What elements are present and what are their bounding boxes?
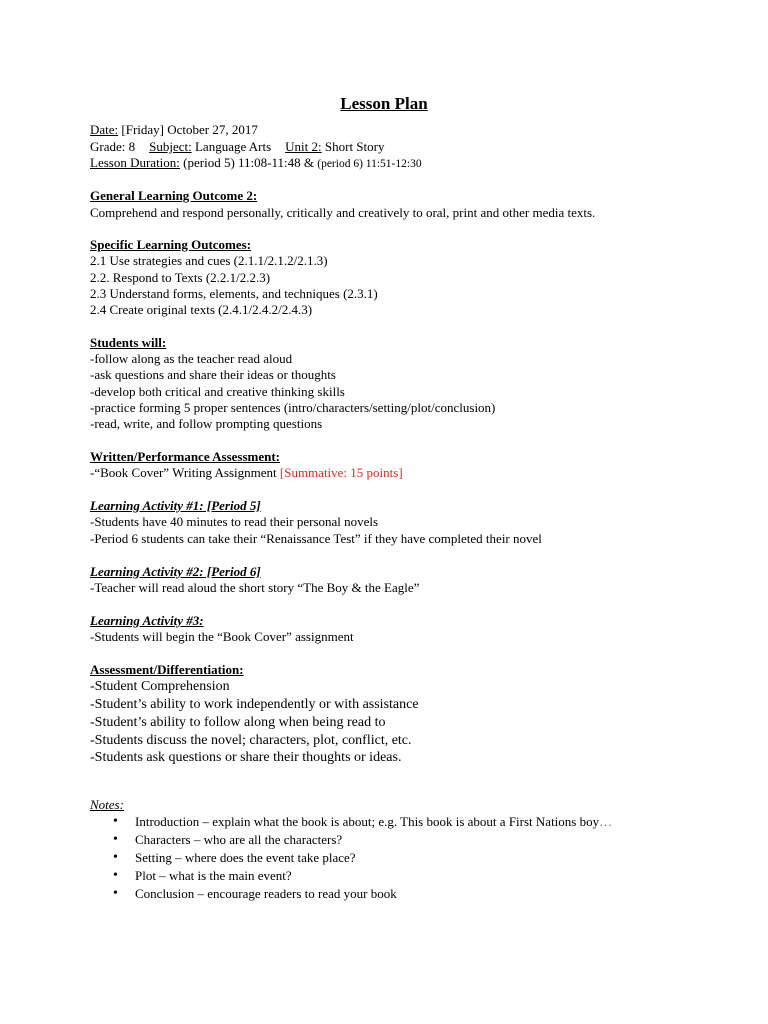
slo-item: 2.1 Use strategies and cues (2.1.1/2.1.2/2.1.3) (90, 253, 328, 268)
assessment-text: -“Book Cover” Writing Assignment (90, 465, 280, 480)
bullet-icon: • (113, 886, 118, 901)
notes-item: Plot – what is the main event? (135, 868, 292, 883)
ellipsis: … (599, 814, 613, 829)
activity3-heading: Learning Activity #3: (90, 613, 204, 628)
grade-text: Grade: 8 (90, 139, 136, 154)
students-item: -ask questions and share their ideas or thoughts (90, 367, 336, 382)
notes-item: Setting – where does the event take place? (135, 850, 356, 865)
students-item: -read, write, and follow prompting questions (90, 416, 323, 431)
activity2-item: -Teacher will read aloud the short story “The Boy & the Eagle” (90, 580, 420, 595)
activity1-item: -Students have 40 minutes to read their personal novels (90, 514, 379, 529)
duration-label: Lesson Duration: (90, 155, 180, 170)
notes-item: Characters – who are all the characters? (135, 832, 343, 847)
duration-line (90, 155, 422, 172)
glo-text: Comprehend and respond personally, critically and creatively to oral, print and other media texts. (90, 205, 596, 220)
date-label: Date: (90, 122, 119, 137)
activity2-heading: Learning Activity #2: [Period 6] (90, 564, 261, 579)
students-heading: Students will: (90, 335, 167, 350)
slo-item: 2.3 Understand forms, elements, and techniques (2.3.1) (90, 286, 378, 301)
students-item: -develop both critical and creative thinking skills (90, 384, 345, 399)
bullet-icon: • (113, 868, 118, 883)
date-line (90, 122, 258, 138)
unit-label: Unit 2: (285, 139, 322, 154)
differentiation-item: -Student’s ability to work independently or with assistance (90, 697, 419, 712)
page-title: Lesson Plan (340, 94, 428, 113)
slo-item: 2.2. Respond to Texts (2.2.1/2.2.3) (90, 270, 271, 285)
bullet-icon: • (113, 832, 118, 847)
notes-item-text: Introduction – explain what the book is about; e.g. This book is about a First Nations boy (135, 814, 600, 829)
notes-item: Conclusion – encourage readers to read your book (135, 886, 397, 901)
subject-value: Language Arts (191, 139, 272, 154)
differentiation-item: -Student Comprehension (90, 679, 230, 694)
activity1-item: -Period 6 students can take their “Renaissance Test” if they have completed their novel (90, 531, 542, 546)
activity3-item: -Students will begin the “Book Cover” assignment (90, 629, 354, 644)
bullet-icon: • (113, 814, 118, 829)
differentiation-heading: Assessment/Differentiation: (90, 662, 244, 677)
duration-value: (period 5) 11:08-11:48 & (179, 155, 318, 170)
slo-item: 2.4 Create original texts (2.4.1/2.4.2/2.4.3) (90, 302, 313, 317)
assessment-heading: Written/Performance Assessment: (90, 449, 281, 464)
unit-value: Short Story (321, 139, 385, 154)
students-item: -follow along as the teacher read aloud (90, 351, 293, 366)
students-item: -practice forming 5 proper sentences (intro/characters/setting/plot/conclusion) (90, 400, 496, 415)
subject-label: Subject: (149, 139, 192, 154)
slo-heading: Specific Learning Outcomes: (90, 237, 252, 252)
assessment-line (90, 465, 403, 481)
glo-heading: General Learning Outcome 2: (90, 188, 258, 203)
bullet-icon: • (113, 850, 118, 865)
date-value: [Friday] October 27, 2017 (118, 122, 258, 137)
differentiation-item: -Students discuss the novel; characters, plot, conflict, etc. (90, 733, 412, 748)
differentiation-item: -Student’s ability to follow along when being read to (90, 715, 386, 730)
activity1-heading: Learning Activity #1: [Period 5] (90, 498, 261, 513)
summative-points: [Summative: 15 points] (279, 465, 403, 480)
duration-value-period6: (period 6) 11:51-12:30 (317, 158, 422, 170)
differentiation-item: -Students ask questions or share their thoughts or ideas. (90, 750, 402, 765)
notes-item (135, 814, 612, 830)
notes-heading: Notes: (90, 797, 124, 812)
grade-subject-line (90, 139, 384, 155)
